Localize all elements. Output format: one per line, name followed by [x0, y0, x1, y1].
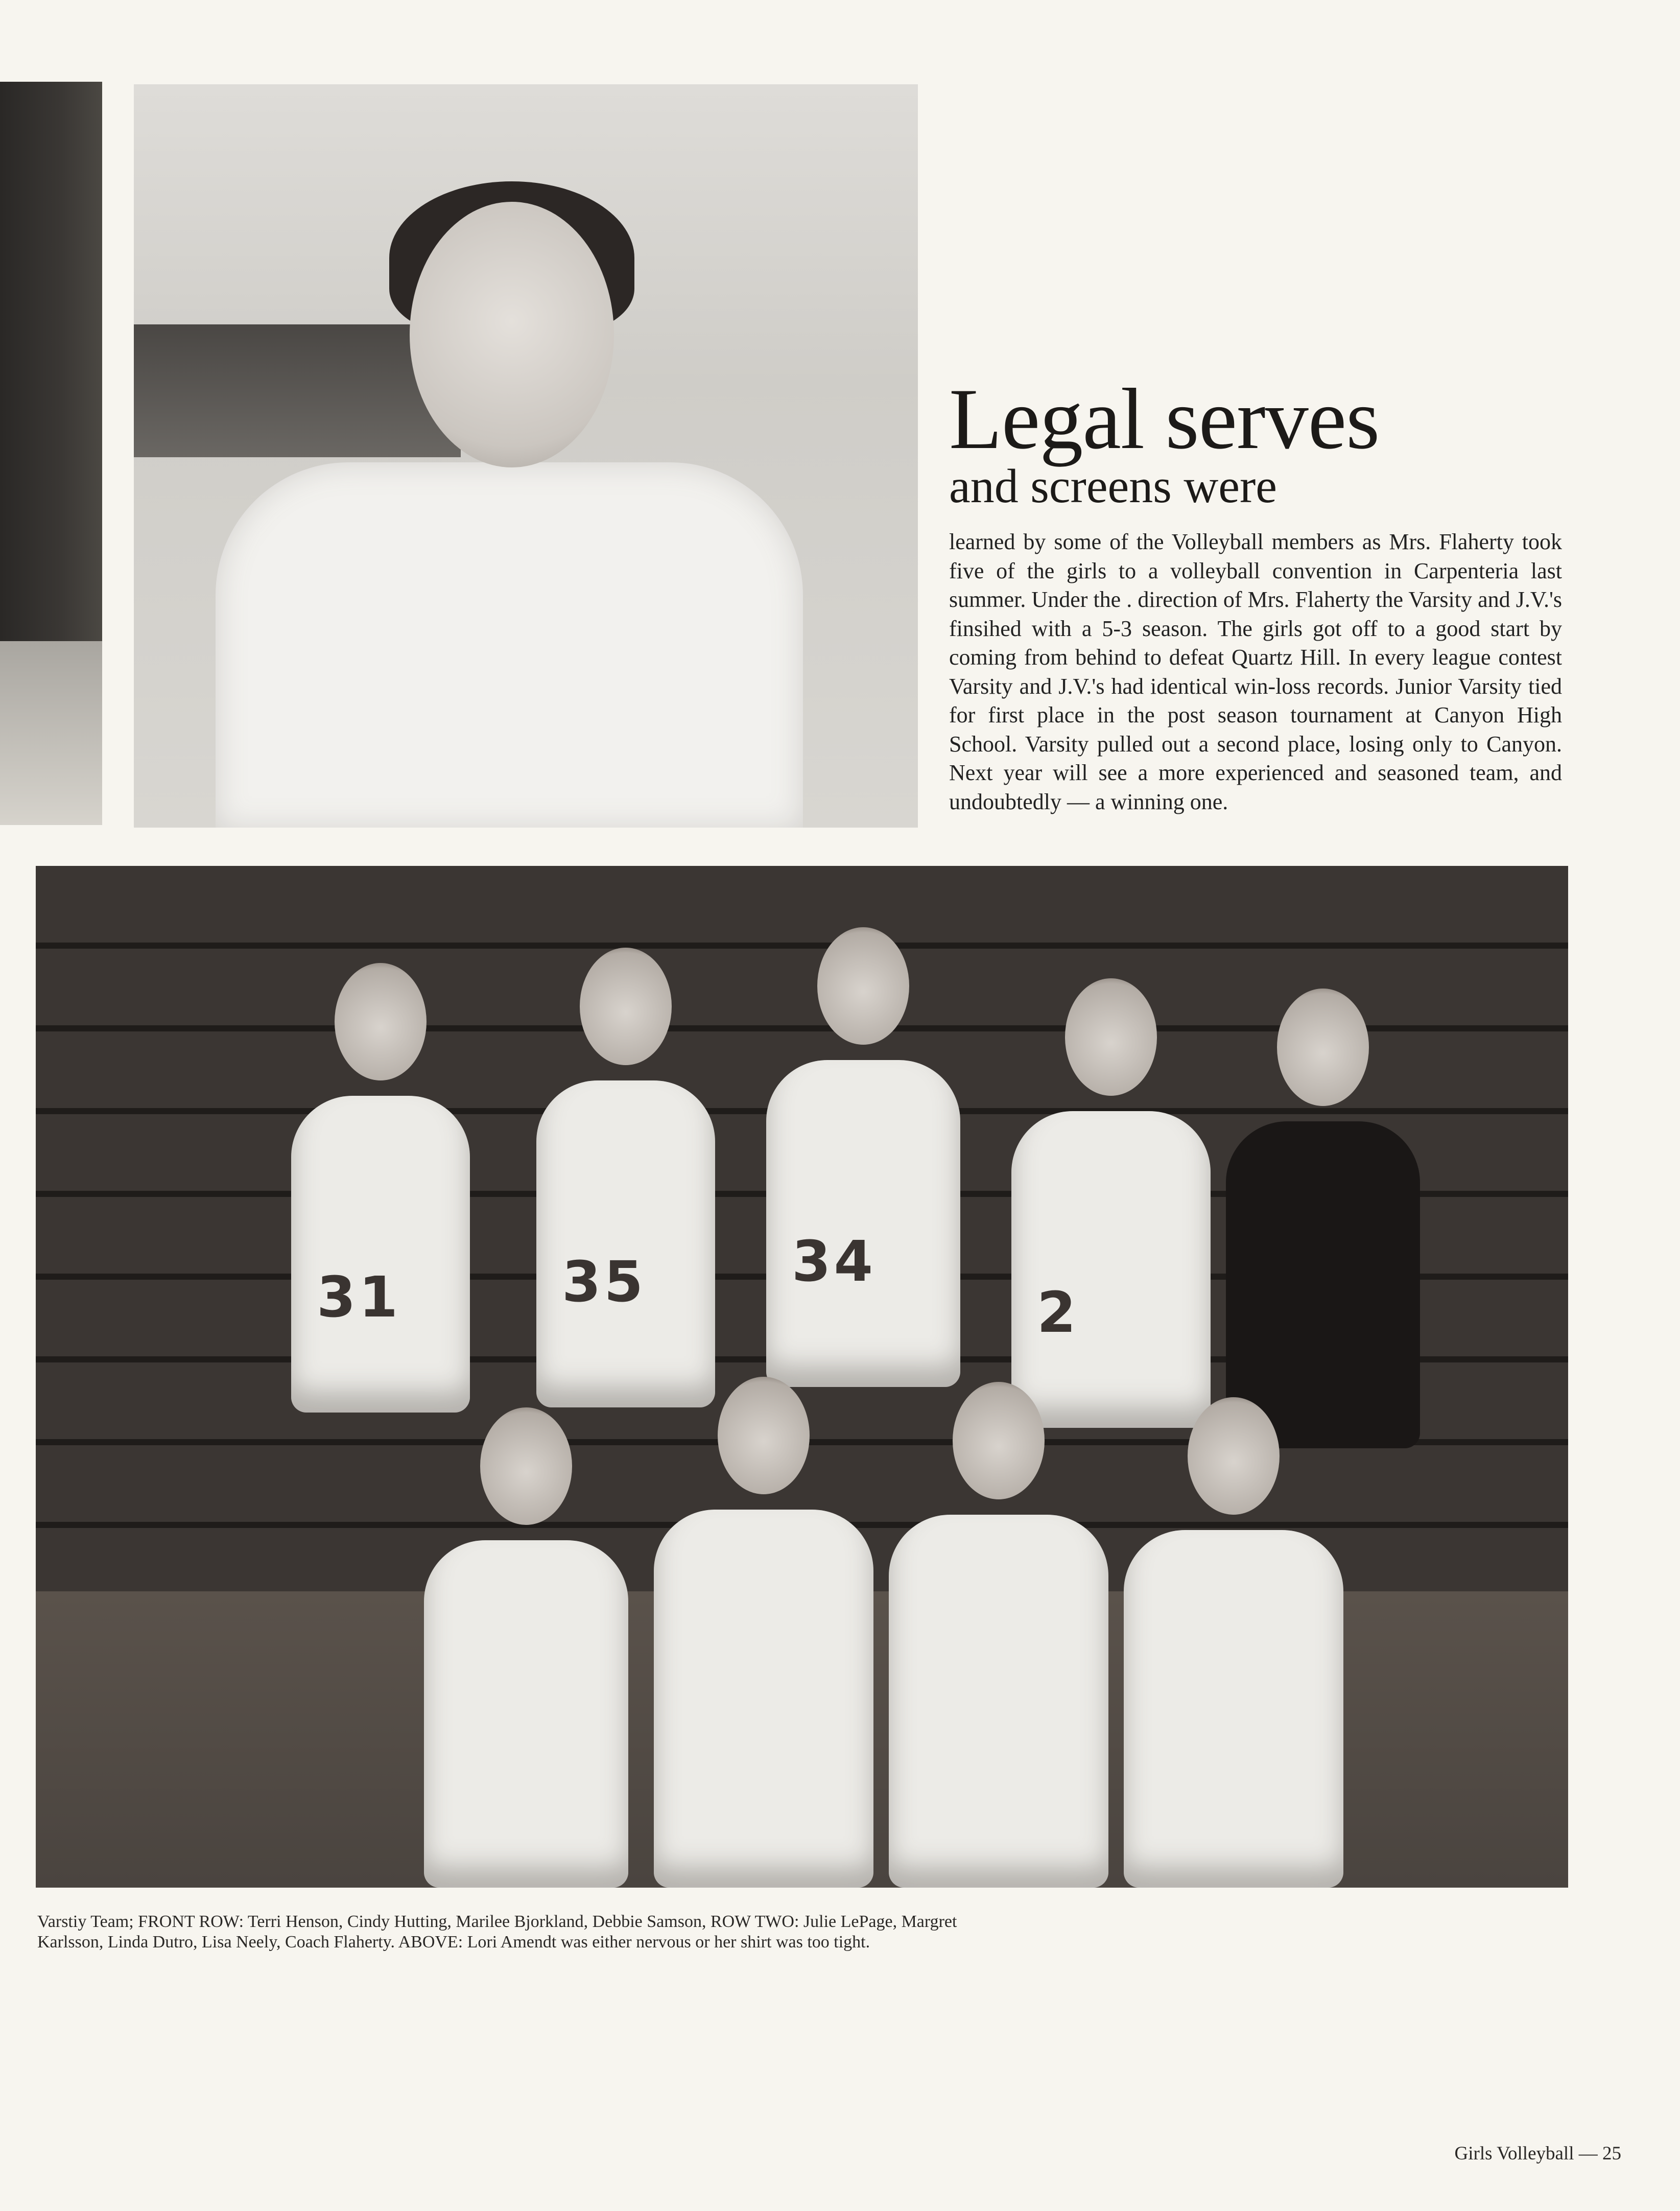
team-player — [654, 1510, 873, 1888]
player-head — [718, 1377, 810, 1494]
player-head — [817, 927, 909, 1045]
player-head — [480, 1407, 572, 1525]
player-head — [1188, 1397, 1280, 1515]
team-player — [889, 1515, 1108, 1888]
jersey-number: 34 — [792, 1229, 877, 1294]
player-head — [1065, 978, 1157, 1096]
article-body: learned by some of the Volleyball members as Mrs. Flaherty took five of the girls to a volleyball convention in Carpenteria last summer. Under the . direction of Mrs. Flaherty the Varsity and J.V.'s finsihed with a 5-3 season. The girls got off to a good start by coming from behind to defeat Quartz Hill. In every league contest Varsity and J.V.'s had identical win-loss records. Junior Varsity tied for first place in the post season tournament at Canyon High School. Varsity pulled out a second place, losing only to Canyon. Next year will see a more experienced and seasoned team, and undoubtedly — a winning one. — [949, 529, 1562, 814]
jersey-number: 2 — [1037, 1280, 1079, 1345]
team-player — [1011, 1111, 1211, 1428]
player-head — [335, 963, 427, 1080]
portrait-photo — [134, 84, 918, 828]
left-photo-lower-area — [0, 641, 102, 825]
team-player — [1124, 1530, 1343, 1888]
player-head — [953, 1382, 1045, 1499]
jersey-number: 31 — [317, 1264, 401, 1330]
coach-head — [1277, 989, 1369, 1106]
portrait-player-face — [410, 202, 614, 467]
page-footer: Girls Volleyball — 25 — [1454, 2143, 1621, 2164]
jersey-number: 35 — [562, 1249, 647, 1314]
article-headline: Legal serves — [949, 371, 1380, 467]
team-photo-caption: Varstiy Team; FRONT ROW: Terri Henson, Cindy Hutting, Marilee Bjorkland, Debbie Samson, ROW TWO: Julie LePage, Margret Karlsson, Linda Dutro, Lisa Neely, Coach Flaherty. ABOVE: Lori Amendt was either nervous or her shirt was too tight. — [37, 1912, 957, 1951]
team-player — [291, 1096, 470, 1413]
team-player — [424, 1540, 628, 1888]
team-player — [766, 1060, 960, 1387]
article-subheadline: and screens were — [949, 460, 1277, 513]
team-player — [536, 1080, 715, 1407]
player-head — [580, 948, 672, 1065]
team-coach — [1226, 1121, 1420, 1448]
team-photo — [36, 866, 1568, 1888]
portrait-player-shirt — [216, 462, 803, 828]
left-cropped-photo — [0, 82, 102, 825]
